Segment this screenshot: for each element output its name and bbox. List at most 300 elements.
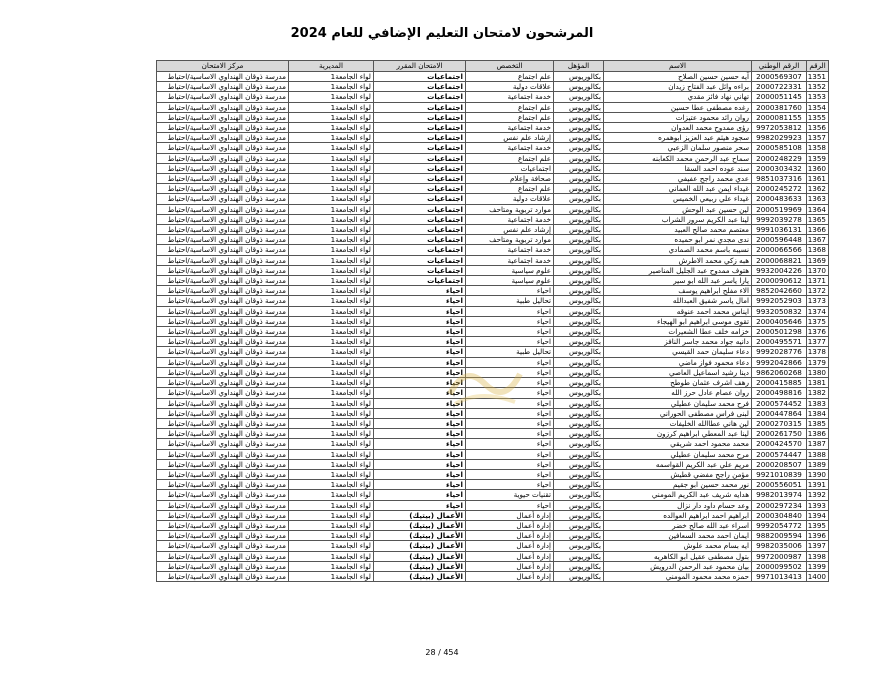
cell-name: لين هاني عطاالله الخليفات [604, 418, 752, 428]
cell-qualification: بكالوريوس [554, 398, 604, 408]
table-row [157, 255, 829, 265]
cell-national-id: 2000585108 [752, 143, 807, 153]
cell-number: 1385 [807, 418, 829, 428]
cell-exam-center: مدرسة ذوقان الهنداوي الاساسية/احتياط [157, 143, 289, 153]
cell-directorate: لواء الجامعة1 [289, 123, 374, 133]
cell-number: 1374 [807, 306, 829, 316]
cell-specialization: تقنيات حيوية [466, 490, 554, 500]
cell-specialization: إرشاد علم نفس [466, 225, 554, 235]
cell-number: 1364 [807, 204, 829, 214]
cell-number: 1377 [807, 337, 829, 347]
cell-exam: احياء [374, 500, 466, 510]
cell-name: محمد محمود احمد شريقي [604, 439, 752, 449]
header-directorate: المديرية [289, 61, 374, 72]
cell-number: 1388 [807, 449, 829, 459]
cell-qualification: بكالوريوس [554, 316, 604, 326]
cell-exam: اجتماعيات [374, 82, 466, 92]
cell-qualification: بكالوريوس [554, 174, 604, 184]
cell-specialization: خدمة اجتماعية [466, 214, 554, 224]
cell-national-id: 2000519969 [752, 204, 807, 214]
cell-name: حمزه محمد محمود المومني [604, 571, 752, 581]
cell-name: معتصم محمد صالح العبيد [604, 225, 752, 235]
cell-directorate: لواء الجامعة1 [289, 408, 374, 418]
cell-national-id: 9992028776 [752, 347, 807, 357]
cell-name: سند عوده احمد السقا [604, 163, 752, 173]
cell-directorate: لواء الجامعة1 [289, 388, 374, 398]
cell-exam-center: مدرسة ذوقان الهنداوي الاساسية/احتياط [157, 265, 289, 275]
cell-national-id: 9992054772 [752, 520, 807, 530]
cell-specialization: احياء [466, 429, 554, 439]
cell-exam: اجتماعيات [374, 112, 466, 122]
cell-exam-center: مدرسة ذوقان الهنداوي الاساسية/احتياط [157, 286, 289, 296]
cell-exam-center: مدرسة ذوقان الهنداوي الاساسية/احتياط [157, 531, 289, 541]
cell-exam: اجتماعيات [374, 245, 466, 255]
table-row [157, 82, 829, 92]
cell-qualification: بكالوريوس [554, 133, 604, 143]
cell-name: عدي محمد راجح عفيفي [604, 174, 752, 184]
cell-national-id: 2000483633 [752, 194, 807, 204]
cell-national-id: 9932050832 [752, 306, 807, 316]
cell-exam: احياء [374, 316, 466, 326]
cell-exam: اجتماعيات [374, 163, 466, 173]
cell-exam-center: مدرسة ذوقان الهنداوي الاساسية/احتياط [157, 337, 289, 347]
cell-specialization: علاقات دولية [466, 82, 554, 92]
cell-national-id: 2000090612 [752, 276, 807, 286]
cell-national-id: 9971013413 [752, 571, 807, 581]
cell-exam: احياء [374, 480, 466, 490]
cell-specialization: احياء [466, 337, 554, 347]
table-row [157, 102, 829, 112]
cell-specialization: علاقات دولية [466, 194, 554, 204]
header-exam: الامتحان المقرر [374, 61, 466, 72]
cell-number: 1381 [807, 378, 829, 388]
cell-directorate: لواء الجامعة1 [289, 112, 374, 122]
cell-national-id: 2000495571 [752, 337, 807, 347]
cell-exam-center: مدرسة ذوقان الهنداوي الاساسية/احتياط [157, 459, 289, 469]
cell-exam: الأعمال (بيتيك) [374, 510, 466, 520]
cell-exam: اجتماعيات [374, 225, 466, 235]
cell-exam-center: مدرسة ذوقان الهنداوي الاساسية/احتياط [157, 490, 289, 500]
cell-directorate: لواء الجامعة1 [289, 357, 374, 367]
cell-national-id: 9992052903 [752, 296, 807, 306]
cell-national-id: 2000722331 [752, 82, 807, 92]
cell-specialization: موارد تربوية ومتاحف [466, 204, 554, 214]
table-row [157, 143, 829, 153]
cell-directorate: لواء الجامعة1 [289, 174, 374, 184]
cell-exam-center: مدرسة ذوقان الهنداوي الاساسية/احتياط [157, 225, 289, 235]
cell-directorate: لواء الجامعة1 [289, 153, 374, 163]
cell-exam: اجتماعيات [374, 123, 466, 133]
cell-exam-center: مدرسة ذوقان الهنداوي الاساسية/احتياط [157, 357, 289, 367]
header-qualification: المؤهل [554, 61, 604, 72]
cell-national-id: 2000498816 [752, 388, 807, 398]
cell-exam: احياء [374, 459, 466, 469]
cell-directorate: لواء الجامعة1 [289, 184, 374, 194]
table-row [157, 541, 829, 551]
cell-specialization: إدارة أعمال [466, 541, 554, 551]
cell-directorate: لواء الجامعة1 [289, 378, 374, 388]
cell-name: ايناس محمد احمد عنوقه [604, 306, 752, 316]
cell-qualification: بكالوريوس [554, 469, 604, 479]
cell-number: 1389 [807, 459, 829, 469]
cell-directorate: لواء الجامعة1 [289, 194, 374, 204]
table-row [157, 469, 829, 479]
table-row [157, 561, 829, 571]
table-row [157, 112, 829, 122]
page-title: المرشحون لامتحان التعليم الإضافي للعام 2024 [290, 26, 594, 41]
cell-qualification: بكالوريوس [554, 163, 604, 173]
cell-directorate: لواء الجامعة1 [289, 82, 374, 92]
cell-exam-center: مدرسة ذوقان الهنداوي الاساسية/احتياط [157, 194, 289, 204]
table-row [157, 551, 829, 561]
cell-national-id: 2000556051 [752, 480, 807, 490]
cell-number: 1361 [807, 174, 829, 184]
cell-directorate: لواء الجامعة1 [289, 418, 374, 428]
cell-specialization: خدمة اجتماعية [466, 143, 554, 153]
cell-name: رهف اشرف عثمان طوطح [604, 378, 752, 388]
cell-exam-center: مدرسة ذوقان الهنداوي الاساسية/احتياط [157, 123, 289, 133]
cell-exam-center: مدرسة ذوقان الهنداوي الاساسية/احتياط [157, 520, 289, 530]
cell-qualification: بكالوريوس [554, 296, 604, 306]
cell-national-id: 2000304840 [752, 510, 807, 520]
cell-name: الاء مفلح ابراهيم يوسف [604, 286, 752, 296]
cell-directorate: لواء الجامعة1 [289, 92, 374, 102]
cell-exam: اجتماعيات [374, 184, 466, 194]
cell-exam-center: مدرسة ذوقان الهنداوي الاساسية/احتياط [157, 418, 289, 428]
cell-national-id: 2000569307 [752, 72, 807, 82]
cell-name: يارا ياسر عبد الله ابو سير [604, 276, 752, 286]
cell-national-id: 9992039278 [752, 214, 807, 224]
cell-directorate: لواء الجامعة1 [289, 429, 374, 439]
cell-directorate: لواء الجامعة1 [289, 72, 374, 82]
cell-exam-center: مدرسة ذوقان الهنداوي الاساسية/احتياط [157, 102, 289, 112]
cell-name: فرح محمد سليمان عطيلي [604, 398, 752, 408]
cell-national-id: 9982013974 [752, 490, 807, 500]
cell-national-id: 9852042660 [752, 286, 807, 296]
cell-specialization: علم اجتماع [466, 184, 554, 194]
table-row [157, 72, 829, 82]
cell-name: غيداء علي ربيعي الخميس [604, 194, 752, 204]
cell-exam: اجتماعيات [374, 133, 466, 143]
cell-number: 1369 [807, 255, 829, 265]
cell-directorate: لواء الجامعة1 [289, 531, 374, 541]
cell-exam-center: مدرسة ذوقان الهنداوي الاساسية/احتياط [157, 153, 289, 163]
cell-national-id: 2000424570 [752, 439, 807, 449]
cell-specialization: إدارة أعمال [466, 510, 554, 520]
cell-exam: اجتماعيات [374, 255, 466, 265]
cell-exam: الأعمال (بيتيك) [374, 541, 466, 551]
cell-exam-center: مدرسة ذوقان الهنداوي الاساسية/احتياط [157, 367, 289, 377]
cell-qualification: بكالوريوس [554, 571, 604, 581]
cell-exam-center: مدرسة ذوقان الهنداوي الاساسية/احتياط [157, 82, 289, 92]
cell-national-id: 2000261750 [752, 429, 807, 439]
cell-specialization: علم اجتماع [466, 153, 554, 163]
cell-number: 1372 [807, 286, 829, 296]
cell-name: خزامه خلف عطا الشعيرات [604, 327, 752, 337]
table-row [157, 449, 829, 459]
cell-directorate: لواء الجامعة1 [289, 480, 374, 490]
cell-number: 1399 [807, 561, 829, 571]
cell-specialization: إدارة أعمال [466, 571, 554, 581]
cell-directorate: لواء الجامعة1 [289, 571, 374, 581]
cell-exam: احياء [374, 367, 466, 377]
cell-exam-center: مدرسة ذوقان الهنداوي الاساسية/احتياط [157, 92, 289, 102]
cell-qualification: بكالوريوس [554, 112, 604, 122]
cell-directorate: لواء الجامعة1 [289, 367, 374, 377]
cell-number: 1398 [807, 551, 829, 561]
cell-national-id: 2000303432 [752, 163, 807, 173]
table-row [157, 296, 829, 306]
cell-exam: احياء [374, 388, 466, 398]
cell-specialization: علم اجتماع [466, 72, 554, 82]
cell-directorate: لواء الجامعة1 [289, 316, 374, 326]
cell-name: امال ياسر شفيق العبدالله [604, 296, 752, 306]
cell-name: مؤمن راجح مفضي قطيش [604, 469, 752, 479]
cell-qualification: بكالوريوس [554, 255, 604, 265]
cell-directorate: لواء الجامعة1 [289, 306, 374, 316]
cell-exam-center: مدرسة ذوقان الهنداوي الاساسية/احتياط [157, 245, 289, 255]
cell-exam: احياء [374, 449, 466, 459]
table-row [157, 357, 829, 367]
cell-specialization: خدمة اجتماعية [466, 123, 554, 133]
table-header-row [157, 61, 829, 72]
cell-number: 1358 [807, 143, 829, 153]
cell-national-id: 9972053812 [752, 123, 807, 133]
cell-exam-center: مدرسة ذوقان الهنداوي الاساسية/احتياط [157, 347, 289, 357]
cell-name: لين حسين عبد الوحش [604, 204, 752, 214]
cell-qualification: بكالوريوس [554, 531, 604, 541]
cell-qualification: بكالوريوس [554, 367, 604, 377]
cell-qualification: بكالوريوس [554, 388, 604, 398]
cell-national-id: 9992042866 [752, 357, 807, 367]
table-row [157, 153, 829, 163]
cell-exam: اجتماعيات [374, 265, 466, 275]
cell-specialization: إرشاد علم نفس [466, 133, 554, 143]
table-row [157, 194, 829, 204]
cell-specialization: إدارة أعمال [466, 520, 554, 530]
cell-name: دعاء سليمان حمد القيسي [604, 347, 752, 357]
table-row [157, 347, 829, 357]
cell-national-id: 2000068821 [752, 255, 807, 265]
cell-exam: احياء [374, 306, 466, 316]
cell-qualification: بكالوريوس [554, 184, 604, 194]
cell-qualification: بكالوريوس [554, 439, 604, 449]
cell-number: 1353 [807, 92, 829, 102]
cell-exam-center: مدرسة ذوقان الهنداوي الاساسية/احتياط [157, 327, 289, 337]
cell-exam-center: مدرسة ذوقان الهنداوي الاساسية/احتياط [157, 439, 289, 449]
cell-directorate: لواء الجامعة1 [289, 276, 374, 286]
table-row [157, 388, 829, 398]
cell-exam: الأعمال (بيتيك) [374, 551, 466, 561]
cell-name: آيه حسين حسين الصلاح [604, 72, 752, 82]
cell-directorate: لواء الجامعة1 [289, 225, 374, 235]
cell-national-id: 2000297234 [752, 500, 807, 510]
cell-qualification: بكالوريوس [554, 327, 604, 337]
cell-exam: احياء [374, 408, 466, 418]
cell-specialization: احياء [466, 469, 554, 479]
header-number: الرقم [807, 61, 829, 72]
cell-name: مرح محمد سليمان عطيلي [604, 449, 752, 459]
cell-directorate: لواء الجامعة1 [289, 214, 374, 224]
cell-qualification: بكالوريوس [554, 429, 604, 439]
cell-exam: احياء [374, 296, 466, 306]
cell-specialization: صحافة وإعلام [466, 174, 554, 184]
cell-exam: اجتماعيات [374, 204, 466, 214]
cell-exam: اجتماعيات [374, 235, 466, 245]
cell-qualification: بكالوريوس [554, 480, 604, 490]
cell-qualification: بكالوريوس [554, 143, 604, 153]
cell-number: 1359 [807, 153, 829, 163]
cell-name: اسراء عبد الله صالح خضر [604, 520, 752, 530]
cell-number: 1384 [807, 408, 829, 418]
cell-name: دعاء محمود فواز ماضي [604, 357, 752, 367]
cell-specialization: تحاليل طبية [466, 347, 554, 357]
cell-directorate: لواء الجامعة1 [289, 255, 374, 265]
cell-national-id: 2000248229 [752, 153, 807, 163]
cell-number: 1387 [807, 439, 829, 449]
cell-directorate: لواء الجامعة1 [289, 163, 374, 173]
cell-specialization: خدمة اجتماعية [466, 92, 554, 102]
cell-qualification: بكالوريوس [554, 72, 604, 82]
cell-exam-center: مدرسة ذوقان الهنداوي الاساسية/احتياط [157, 72, 289, 82]
cell-number: 1378 [807, 347, 829, 357]
table-row [157, 531, 829, 541]
cell-number: 1400 [807, 571, 829, 581]
cell-exam: الأعمال (بيتيك) [374, 531, 466, 541]
cell-directorate: لواء الجامعة1 [289, 265, 374, 275]
cell-name: بتول مصطفى عقيل ابو الكاهريه [604, 551, 752, 561]
cell-name: دينا رشيد اسماعيل العاصي [604, 367, 752, 377]
cell-name: هبه زكي محمد الاطرش [604, 255, 752, 265]
cell-directorate: لواء الجامعة1 [289, 541, 374, 551]
cell-national-id: 9921010839 [752, 469, 807, 479]
table-row [157, 571, 829, 581]
header-national-id: الرقم الوطني [752, 61, 807, 72]
table-row [157, 276, 829, 286]
cell-specialization: احياء [466, 316, 554, 326]
cell-directorate: لواء الجامعة1 [289, 286, 374, 296]
cell-qualification: بكالوريوس [554, 82, 604, 92]
cell-specialization: احياء [466, 286, 554, 296]
cell-name: براءه وائل عبد الفتاح زيدان [604, 82, 752, 92]
table-row [157, 337, 829, 347]
cell-number: 1360 [807, 163, 829, 173]
cell-directorate: لواء الجامعة1 [289, 439, 374, 449]
cell-directorate: لواء الجامعة1 [289, 296, 374, 306]
cell-national-id: 2000501298 [752, 327, 807, 337]
cell-national-id: 9982035006 [752, 541, 807, 551]
cell-exam-center: مدرسة ذوقان الهنداوي الاساسية/احتياط [157, 541, 289, 551]
cell-directorate: لواء الجامعة1 [289, 449, 374, 459]
cell-specialization: احياء [466, 306, 554, 316]
cell-specialization: علم اجتماع [466, 112, 554, 122]
cell-directorate: لواء الجامعة1 [289, 398, 374, 408]
cell-number: 1357 [807, 133, 829, 143]
cell-name: دانيه جواد محمد جاسر النافز [604, 337, 752, 347]
cell-exam: احياء [374, 469, 466, 479]
cell-specialization: احياء [466, 439, 554, 449]
table-row [157, 225, 829, 235]
table-row [157, 480, 829, 490]
cell-qualification: بكالوريوس [554, 286, 604, 296]
cell-exam-center: مدرسة ذوقان الهنداوي الاساسية/احتياط [157, 214, 289, 224]
cell-qualification: بكالوريوس [554, 235, 604, 245]
cell-name: رغده مصطفى عطا حسين [604, 102, 752, 112]
cell-name: ايه بسام محمد علوش [604, 541, 752, 551]
cell-national-id: 9972000987 [752, 551, 807, 561]
cell-number: 1362 [807, 184, 829, 194]
table-row [157, 408, 829, 418]
cell-directorate: لواء الجامعة1 [289, 551, 374, 561]
cell-national-id: 2000596448 [752, 235, 807, 245]
cell-specialization: احياء [466, 408, 554, 418]
cell-name: نور محمد حسين ابو جقيم [604, 480, 752, 490]
cell-directorate: لواء الجامعة1 [289, 133, 374, 143]
cell-name: سحر منصور سلمان الزعبي [604, 143, 752, 153]
cell-specialization: خدمة اجتماعية [466, 255, 554, 265]
cell-qualification: بكالوريوس [554, 449, 604, 459]
cell-exam: اجتماعيات [374, 153, 466, 163]
cell-directorate: لواء الجامعة1 [289, 245, 374, 255]
cell-directorate: لواء الجامعة1 [289, 561, 374, 571]
cell-number: 1392 [807, 490, 829, 500]
cell-name: لينا عبد الكريم سرور الشراب [604, 214, 752, 224]
table-row [157, 500, 829, 510]
table-row [157, 133, 829, 143]
cell-number: 1354 [807, 102, 829, 112]
cell-qualification: بكالوريوس [554, 265, 604, 275]
cell-qualification: بكالوريوس [554, 551, 604, 561]
cell-number: 1365 [807, 214, 829, 224]
cell-qualification: بكالوريوس [554, 225, 604, 235]
cell-qualification: بكالوريوس [554, 347, 604, 357]
cell-number: 1363 [807, 194, 829, 204]
cell-exam: اجتماعيات [374, 174, 466, 184]
page-number: 28 / 454 [425, 648, 459, 657]
cell-exam: الأعمال (بيتيك) [374, 571, 466, 581]
table-row [157, 367, 829, 377]
cell-name: لينا عبد المعطي ابراهيم كرزون [604, 429, 752, 439]
cell-exam-center: مدرسة ذوقان الهنداوي الاساسية/احتياط [157, 163, 289, 173]
cell-name: لبنى فراس مصطفى الحوراني [604, 408, 752, 418]
table-row [157, 265, 829, 275]
cell-exam-center: مدرسة ذوقان الهنداوي الاساسية/احتياط [157, 296, 289, 306]
cell-exam: اجتماعيات [374, 214, 466, 224]
cell-national-id: 2000415885 [752, 378, 807, 388]
cell-exam-center: مدرسة ذوقان الهنداوي الاساسية/احتياط [157, 561, 289, 571]
table-row [157, 316, 829, 326]
table-row [157, 286, 829, 296]
cell-exam: احياء [374, 337, 466, 347]
table-row [157, 123, 829, 133]
cell-name: تقوى موسى ابراهيم ابو الهيجاء [604, 316, 752, 326]
table-row [157, 378, 829, 388]
cell-exam-center: مدرسة ذوقان الهنداوي الاساسية/احتياط [157, 204, 289, 214]
cell-exam-center: مدرسة ذوقان الهنداوي الاساسية/احتياط [157, 449, 289, 459]
cell-name: مريم علي عبد الكريم القواسمه [604, 459, 752, 469]
cell-name: ندى مجدي نمر ابو حميده [604, 235, 752, 245]
cell-exam: احياء [374, 378, 466, 388]
table-row [157, 163, 829, 173]
cell-name: هتوف ممدوح عبد الجليل المناصير [604, 265, 752, 275]
cell-specialization: احياء [466, 367, 554, 377]
cell-directorate: لواء الجامعة1 [289, 500, 374, 510]
cell-directorate: لواء الجامعة1 [289, 327, 374, 337]
cell-number: 1352 [807, 82, 829, 92]
cell-exam: احياء [374, 439, 466, 449]
cell-name: بيان محمود عبد الرحمن الدرويش [604, 561, 752, 571]
cell-exam-center: مدرسة ذوقان الهنداوي الاساسية/احتياط [157, 429, 289, 439]
